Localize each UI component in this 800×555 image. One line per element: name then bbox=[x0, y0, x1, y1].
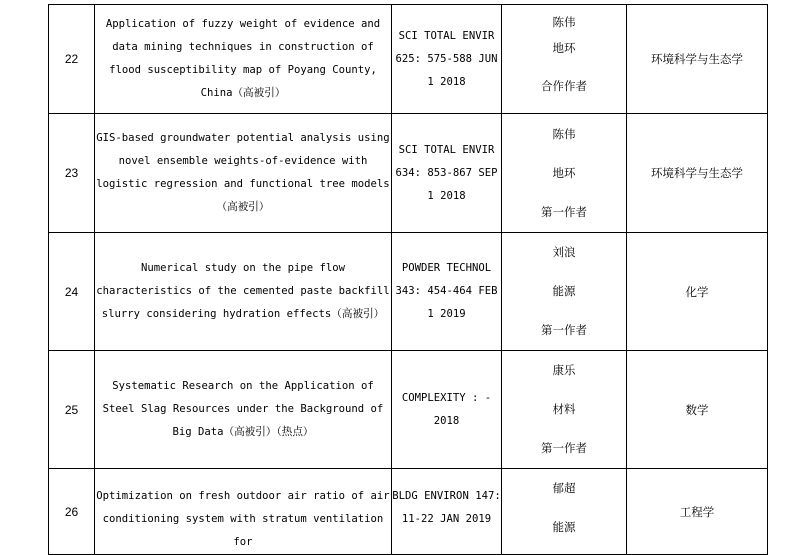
journal-citation: COMPLEXITY : - 2018 bbox=[392, 351, 502, 469]
row-number: 25 bbox=[49, 351, 95, 469]
table-row bbox=[49, 351, 768, 469]
author-department: 能源 bbox=[552, 520, 576, 534]
subject-field: 数学 bbox=[627, 351, 768, 469]
author-name: 陈伟 bbox=[552, 126, 576, 141]
author-info bbox=[502, 469, 627, 555]
journal-citation: POWDER TECHNOL 343: 454-464 FEB 1 2019 bbox=[392, 233, 502, 351]
table-row bbox=[49, 469, 768, 555]
author-role: 第一作者 bbox=[541, 204, 587, 219]
row-number: 26 bbox=[49, 469, 95, 555]
row-number: 23 bbox=[49, 114, 95, 233]
author-department: 材料 bbox=[552, 402, 576, 416]
table-row bbox=[49, 233, 768, 351]
author-department: 地环 bbox=[552, 41, 576, 55]
author-role: 第一作者 bbox=[541, 441, 587, 455]
journal-citation: BLDG ENVIRON 147: 11-22 JAN 2019 bbox=[392, 469, 502, 555]
row-number: 22 bbox=[49, 5, 95, 114]
author-role: 合作作者 bbox=[541, 79, 587, 93]
author-department: 地环 bbox=[552, 165, 576, 180]
author-department: 能源 bbox=[552, 284, 576, 298]
author-info bbox=[502, 114, 627, 233]
paper-title: Application of fuzzy weight of evidence and data mining techniques in construction of flood susceptibility map of Poyang County, China（高被引） bbox=[95, 5, 392, 114]
author-info bbox=[502, 5, 627, 114]
table-row bbox=[49, 114, 768, 233]
subject-field: 环境科学与生态学 bbox=[627, 5, 768, 114]
journal-citation: SCI TOTAL ENVIR 625: 575-588 JUN 1 2018 bbox=[392, 5, 502, 114]
author-name: 刘浪 bbox=[552, 245, 576, 259]
paper-title: GIS-based groundwater potential analysis using novel ensemble weights-of-evidence with logistic regression and functional tree models（高被引） bbox=[95, 114, 392, 233]
publication-table bbox=[48, 4, 768, 555]
subject-field: 化学 bbox=[627, 233, 768, 351]
paper-title: Numerical study on the pipe flow characteristics of the cemented paste backfill slurry considering hydration effects（高被引） bbox=[95, 233, 392, 351]
author-name: 陈伟 bbox=[552, 15, 576, 29]
author-info bbox=[502, 233, 627, 351]
author-name: 康乐 bbox=[552, 363, 576, 377]
row-number: 24 bbox=[49, 233, 95, 351]
journal-citation: SCI TOTAL ENVIR 634: 853-867 SEP 1 2018 bbox=[392, 114, 502, 233]
subject-field: 工程学 bbox=[627, 469, 768, 555]
paper-title: Systematic Research on the Application of Steel Slag Resources under the Background of Big Data（高被引）（热点） bbox=[95, 351, 392, 469]
subject-field: 环境科学与生态学 bbox=[627, 114, 768, 233]
table-row bbox=[49, 5, 768, 114]
author-role: 第一作者 bbox=[541, 323, 587, 337]
author-info bbox=[502, 351, 627, 469]
author-name: 郁超 bbox=[552, 481, 576, 495]
paper-title: Optimization on fresh outdoor air ratio of air conditioning system with stratum ventilation for bbox=[95, 469, 392, 555]
